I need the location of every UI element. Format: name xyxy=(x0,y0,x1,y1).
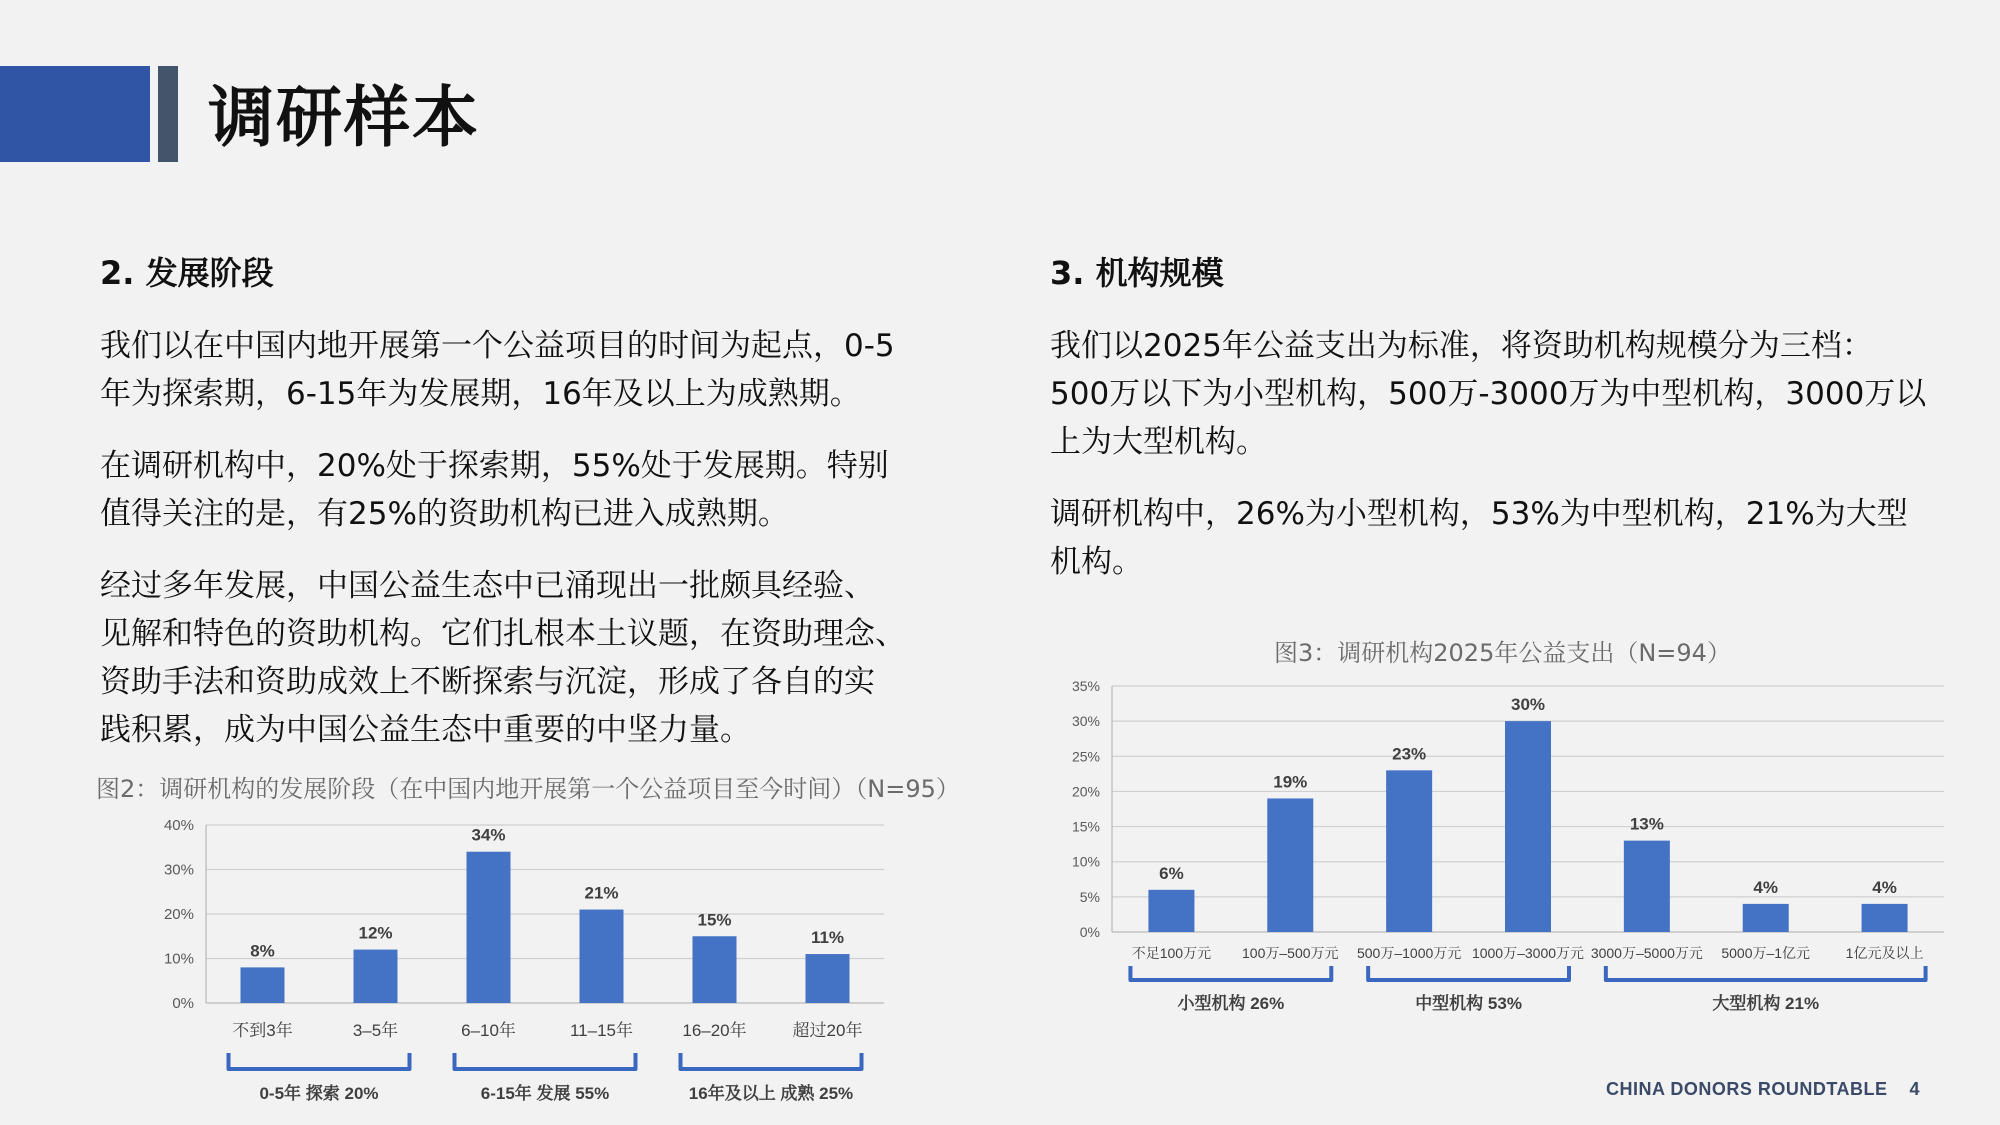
data-label: 13% xyxy=(1629,814,1664,834)
x-tick-label: 6–10年 xyxy=(461,1021,516,1040)
x-tick-label: 11–15年 xyxy=(569,1021,634,1040)
group-bracket xyxy=(1606,966,1926,980)
group-label: 小型机构 26% xyxy=(1177,994,1285,1013)
x-tick-label: 超过20年 xyxy=(792,1021,863,1040)
figure-2-title: 图2：调研机构的发展阶段（在中国内地开展第一个公益项目至今时间）（N=95） xyxy=(96,775,960,803)
x-tick-label: 100万–500万元 xyxy=(1242,945,1339,961)
bar xyxy=(1862,904,1908,932)
y-tick-label: 15% xyxy=(1071,818,1100,835)
data-label: 8% xyxy=(250,941,275,961)
paragraph-line: 践积累，成为中国公益生态中重要的中坚力量。 xyxy=(100,712,751,748)
group-label: 0-5年 探索 20% xyxy=(259,1084,379,1103)
bar xyxy=(1148,890,1194,932)
y-tick-label: 20% xyxy=(1071,783,1100,800)
paragraph-line: 我们以在中国内地开展第一个公益项目的时间为起点，0-5 xyxy=(100,328,895,364)
page-number: 4 xyxy=(1909,1079,1920,1099)
y-tick-label: 20% xyxy=(163,906,194,923)
footer xyxy=(1606,1079,1920,1100)
x-tick-label: 500万–1000万元 xyxy=(1356,945,1462,961)
paragraph-line: 值得关注的是，有25%的资助机构已进入成熟期。 xyxy=(100,496,789,532)
group-bracket xyxy=(1368,966,1569,980)
y-tick-label: 30% xyxy=(1071,713,1100,730)
data-label: 34% xyxy=(471,825,506,845)
paragraph-line: 年为探索期，6-15年为发展期，16年及以上为成熟期。 xyxy=(100,376,861,412)
y-tick-label: 10% xyxy=(163,950,194,968)
x-tick-label: 3000万–5000万元 xyxy=(1590,945,1703,961)
bar xyxy=(1386,770,1432,932)
paragraph-line: 资助手法和资助成效上不断探索与沉淀，形成了各自的实 xyxy=(100,664,875,700)
data-label: 15% xyxy=(697,910,732,930)
group-label: 中型机构 53% xyxy=(1415,994,1522,1013)
bar xyxy=(1743,904,1789,932)
figure-3-title: 图3：调研机构2025年公益支出（N=94） xyxy=(1274,639,1731,667)
data-label: 30% xyxy=(1510,695,1546,715)
data-label: 4% xyxy=(1753,877,1779,897)
data-label: 12% xyxy=(358,923,393,943)
section-heading-organization-size: 3. 机构规模 xyxy=(1050,254,1224,292)
data-label: 23% xyxy=(1392,744,1427,764)
y-tick-label: 10% xyxy=(1071,853,1100,870)
data-label: 11% xyxy=(810,928,845,948)
data-label: 6% xyxy=(1159,863,1184,883)
x-tick-label: 5000万–1亿元 xyxy=(1721,945,1811,961)
paragraph-line: 500万以下为小型机构，500万-3000万为中型机构，3000万以 xyxy=(1050,376,1927,412)
x-tick-label: 不到3年 xyxy=(232,1021,293,1040)
paragraph-line: 在调研机构中，20%处于探索期，55%处于发展期。特别 xyxy=(100,448,889,484)
x-tick-label: 16–20年 xyxy=(682,1021,747,1040)
y-tick-label: 30% xyxy=(163,861,194,879)
paragraph-line: 机构。 xyxy=(1050,544,1143,580)
y-tick-label: 0% xyxy=(172,995,194,1012)
y-tick-label: 5% xyxy=(1079,888,1100,905)
section-heading-development-stage: 2. 发展阶段 xyxy=(100,254,274,292)
bar xyxy=(1624,841,1670,932)
x-tick-label: 3–5年 xyxy=(352,1021,399,1040)
x-tick-label: 1000万–3000万元 xyxy=(1471,945,1585,961)
y-tick-label: 25% xyxy=(1071,748,1100,765)
y-tick-label: 0% xyxy=(1079,924,1100,940)
data-label: 19% xyxy=(1273,772,1308,792)
paragraph-line: 经过多年发展，中国公益生态中已涌现出一批颇具经验、 xyxy=(100,568,875,604)
x-tick-label: 不足100万元 xyxy=(1131,945,1212,961)
page-title: 调研样本 xyxy=(208,79,480,156)
y-tick-label: 35% xyxy=(1071,678,1100,694)
paragraph-line: 我们以2025年公益支出为标准，将资助机构规模分为三档： xyxy=(1050,328,1873,364)
paragraph-line: 见解和特色的资助机构。它们扎根本土议题，在资助理念、 xyxy=(100,616,906,652)
data-label: 21% xyxy=(584,883,619,903)
x-tick-label: 1亿元及以上 xyxy=(1845,945,1924,961)
y-tick-label: 40% xyxy=(163,817,194,834)
group-bracket xyxy=(1130,966,1331,980)
data-label: 4% xyxy=(1872,877,1897,897)
group-label: 6-15年 发展 55% xyxy=(480,1084,610,1103)
group-label: 大型机构 21% xyxy=(1712,994,1820,1013)
footer-brand: CHINA DONORS ROUNDTABLE xyxy=(1605,1079,1888,1099)
paragraph-line: 调研机构中，26%为小型机构，53%为中型机构，21%为大型 xyxy=(1050,496,1908,532)
bar xyxy=(1505,721,1551,932)
paragraph-line: 上为大型机构。 xyxy=(1050,424,1267,460)
bar xyxy=(1267,798,1313,932)
group-label: 16年及以上 成熟 25% xyxy=(688,1084,854,1103)
